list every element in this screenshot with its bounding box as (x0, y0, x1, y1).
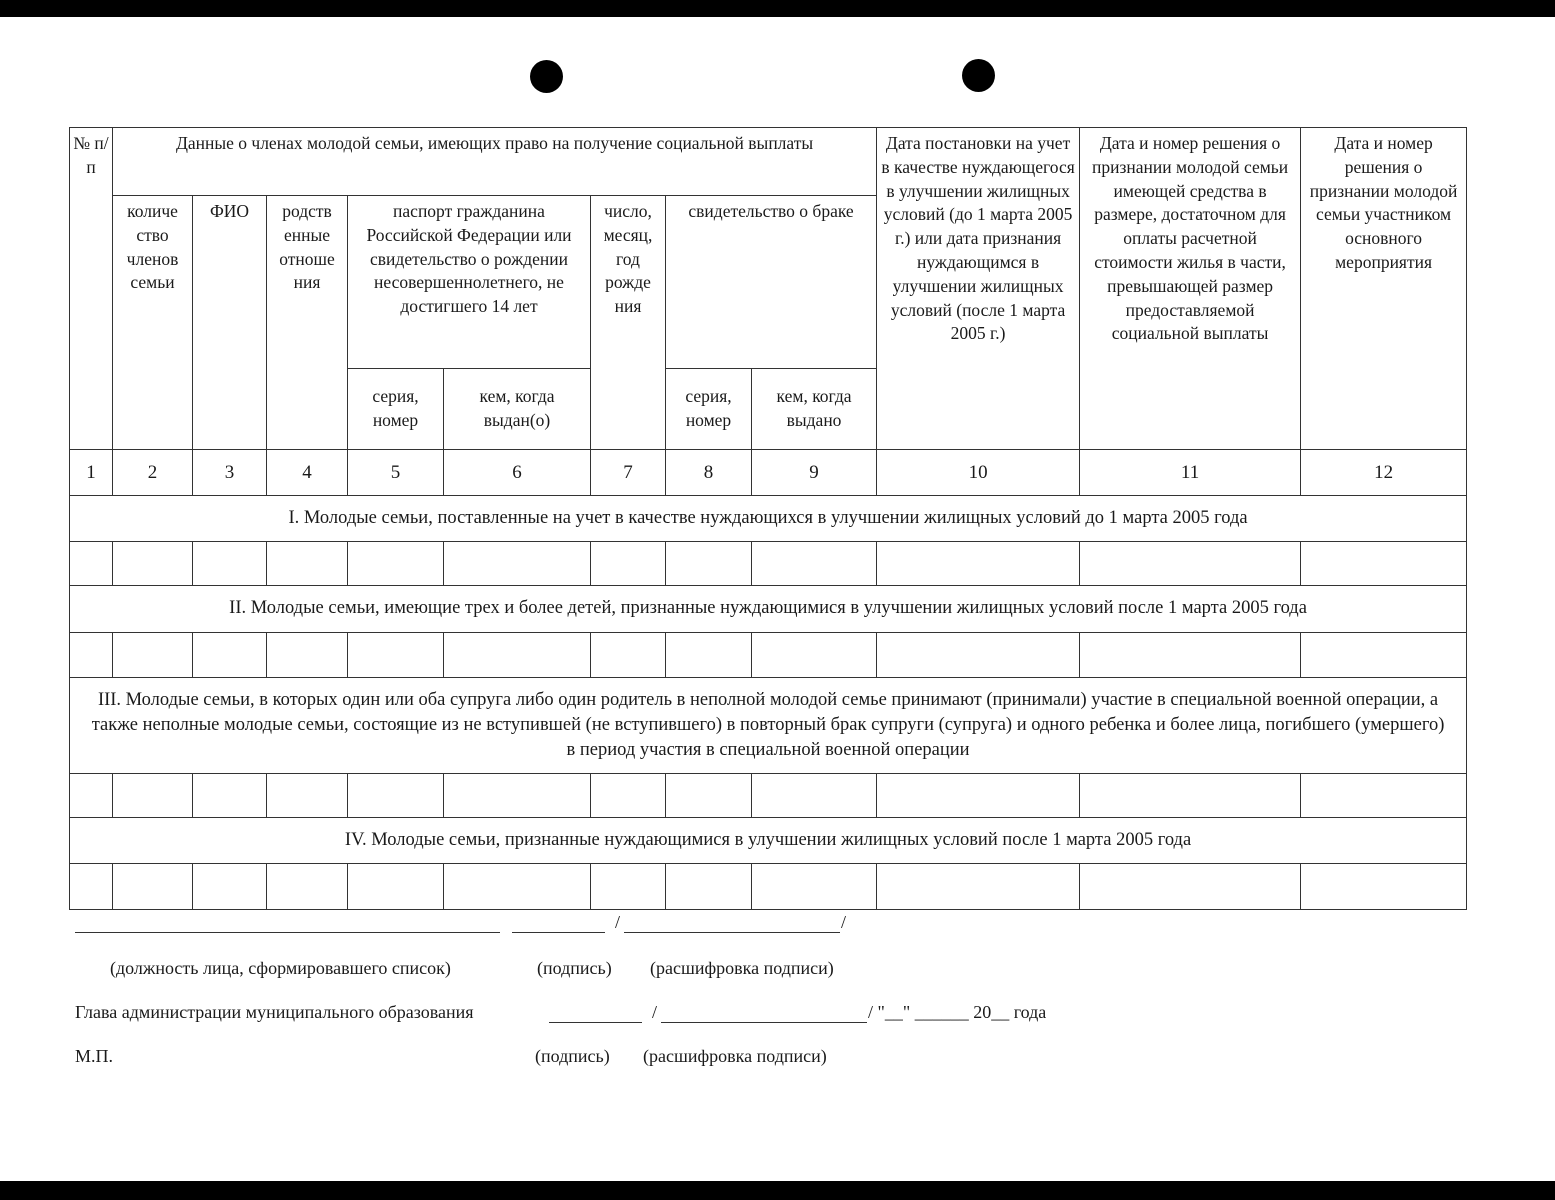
head-signature-line (549, 1022, 642, 1023)
family-register-table (69, 127, 1467, 910)
column-number: 4 (267, 450, 348, 496)
stamp-place-label: М.П. (75, 1046, 114, 1066)
empty-cell (113, 774, 193, 818)
signature-caption: (подпись) (537, 958, 612, 978)
position-line (75, 932, 500, 933)
empty-cell (70, 633, 113, 678)
column-number: 7 (591, 450, 666, 496)
empty-cell (193, 864, 267, 910)
header-passport-series: серия, номер (348, 369, 444, 450)
empty-cell (591, 633, 666, 678)
column-number: 2 (113, 450, 193, 496)
head-decoding-caption: (расшифровка подписи) (643, 1046, 827, 1066)
column-number: 6 (444, 450, 591, 496)
header-participant-decision: Дата и номер решения о признании молодой семьи участником основного мероприятия (1301, 128, 1467, 450)
empty-cell (877, 864, 1080, 910)
scan-border-top (0, 0, 1555, 17)
header-marriage-issued: кем, когда выдано (752, 369, 877, 450)
section-title-4: IV. Молодые семьи, признанные нуждающимися в улучшении жилищных условий после 1 марта 2005 года (70, 818, 1467, 864)
empty-cell (267, 633, 348, 678)
header-marriage-series: серия, номер (666, 369, 752, 450)
empty-cell (267, 542, 348, 586)
header-relation: родств енные отноше ния (267, 196, 348, 450)
empty-cell (193, 774, 267, 818)
empty-cell (591, 774, 666, 818)
punch-hole-icon (962, 59, 995, 92)
column-number: 9 (752, 450, 877, 496)
empty-cell (444, 774, 591, 818)
empty-cell (348, 774, 444, 818)
empty-cell (752, 774, 877, 818)
header-passport-issued: кем, когда выдан(о) (444, 369, 591, 450)
header-passport: паспорт гражданина Российской Федерации или свидетельство о рождении несовершеннолетнего, не достигшего 14 лет (348, 196, 591, 369)
empty-cell (113, 633, 193, 678)
empty-cell (877, 542, 1080, 586)
punch-hole-icon (530, 60, 563, 93)
empty-cell (444, 542, 591, 586)
empty-cell (666, 633, 752, 678)
position-caption: (должность лица, сформировавшего список) (110, 958, 451, 978)
header-birthdate: число, месяц, год рожде ния (591, 196, 666, 450)
empty-cell (444, 864, 591, 910)
header-fio: ФИО (193, 196, 267, 450)
empty-cell (666, 774, 752, 818)
empty-cell (1301, 633, 1467, 678)
column-number: 8 (666, 450, 752, 496)
empty-cell (666, 542, 752, 586)
head-decoding-line (661, 1022, 867, 1023)
separator-slash: / (841, 912, 847, 932)
empty-cell (267, 864, 348, 910)
header-marriage-certificate: свидетельство о браке (666, 196, 877, 369)
scan-border-bottom (0, 1181, 1555, 1200)
column-number: 10 (877, 450, 1080, 496)
empty-cell (348, 633, 444, 678)
column-number: 1 (70, 450, 113, 496)
empty-cell (1301, 864, 1467, 910)
date-field: / "__" ______ 20__ года (868, 1002, 1047, 1022)
empty-cell (267, 774, 348, 818)
empty-cell (193, 542, 267, 586)
empty-cell (444, 633, 591, 678)
empty-cell (1080, 542, 1301, 586)
head-signature-caption: (подпись) (535, 1046, 610, 1066)
empty-cell (666, 864, 752, 910)
separator-slash: / (652, 1002, 658, 1022)
empty-cell (348, 542, 444, 586)
empty-cell (591, 864, 666, 910)
empty-cell (1301, 542, 1467, 586)
empty-cell (1080, 633, 1301, 678)
empty-cell (752, 864, 877, 910)
empty-cell (1301, 774, 1467, 818)
empty-cell (752, 633, 877, 678)
header-family-count: количе ство членов семьи (113, 196, 193, 450)
column-number: 5 (348, 450, 444, 496)
column-number: 3 (193, 450, 267, 496)
section-title-3: III. Молодые семьи, в которых один или оба супруга либо один родитель в неполной молодой семье принимают (принимали) участие в специальной военной операции, а также неполные молодые семьи, состоящие из не вступившей (не вступившего) в повторный брак супруги (супруга) и одного ребенка и более лица, погибшего (умершего) в период участия в специальной военной операции (70, 678, 1467, 774)
empty-cell (752, 542, 877, 586)
header-means-decision: Дата и номер решения о признании молодой семьи имеющей средства в размере, достаточном для оплаты расчетной стоимости жилья в части, превышающей размер предоставляемой социальной выплаты (1080, 128, 1301, 450)
empty-cell (193, 633, 267, 678)
empty-cell (1080, 864, 1301, 910)
empty-cell (70, 774, 113, 818)
empty-cell (1080, 774, 1301, 818)
empty-cell (113, 864, 193, 910)
header-npp: № п/п (70, 128, 113, 450)
section-title-2: II. Молодые семьи, имеющие трех и более детей, признанные нуждающимися в улучшении жилищных условий после 1 марта 2005 года (70, 586, 1467, 633)
section-title-1: I. Молодые семьи, поставленные на учет в качестве нуждающихся в улучшении жилищных условий до 1 марта 2005 года (70, 496, 1467, 542)
header-registration-date: Дата постановки на учет в качестве нуждающегося в улучшении жилищных условий (до 1 марта 2005 г.) или дата признания нуждающимся в улучшении жилищных условий (после 1 марта 2005 г.) (877, 128, 1080, 450)
empty-cell (877, 633, 1080, 678)
empty-cell (348, 864, 444, 910)
head-of-administration-label: Глава администрации муниципального образования (75, 1002, 474, 1022)
signature-line (512, 932, 605, 933)
empty-cell (877, 774, 1080, 818)
header-family-data: Данные о членах молодой семьи, имеющих право на получение социальной выплаты (113, 128, 877, 196)
decoding-caption: (расшифровка подписи) (650, 958, 834, 978)
column-number: 12 (1301, 450, 1467, 496)
decoding-line (624, 932, 840, 933)
column-number: 11 (1080, 450, 1301, 496)
separator-slash: / (615, 912, 621, 932)
empty-cell (70, 542, 113, 586)
empty-cell (113, 542, 193, 586)
empty-cell (591, 542, 666, 586)
empty-cell (70, 864, 113, 910)
